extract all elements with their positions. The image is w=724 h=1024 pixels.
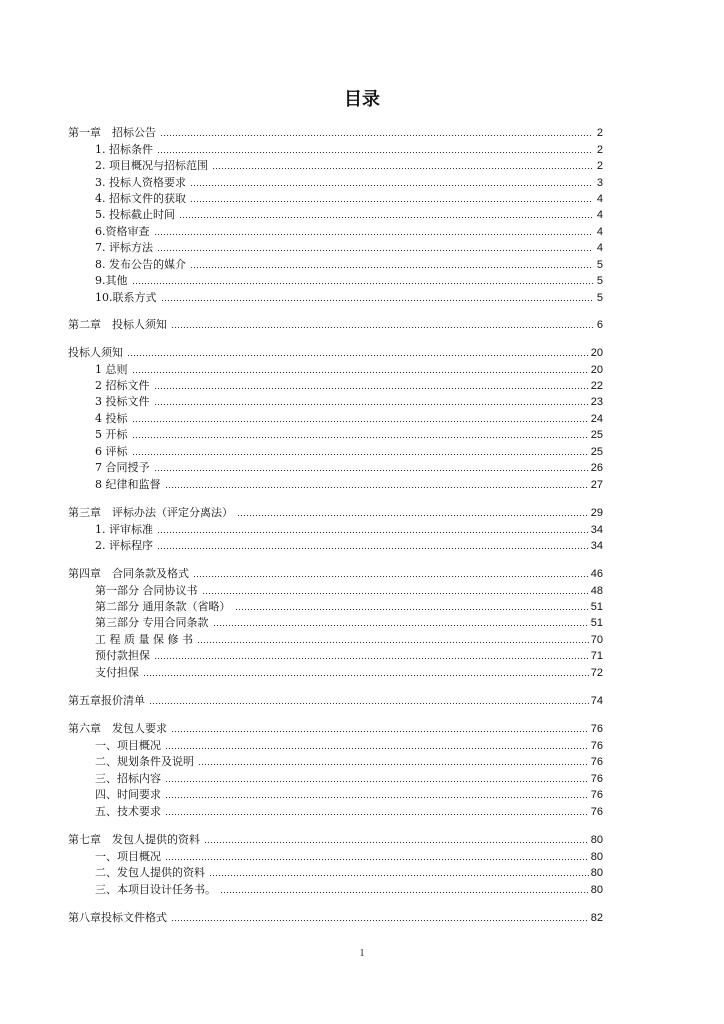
toc-entry[interactable] <box>95 582 603 598</box>
toc-entry-label: 预付款担保 <box>95 649 150 662</box>
toc-entry-label: 7 合同授予 <box>95 461 150 474</box>
toc-entry[interactable] <box>95 426 603 442</box>
dot-leader <box>193 575 589 578</box>
toc-entry[interactable] <box>68 831 603 847</box>
toc-entry-label: 8 纪律和监督 <box>95 478 161 491</box>
toc-entry[interactable] <box>95 289 603 305</box>
toc-entry-page: 5 <box>596 292 603 304</box>
toc-entry[interactable] <box>95 377 603 393</box>
toc-entry-page: 76 <box>590 756 603 768</box>
toc-entry-label: 一、项目概况 <box>95 850 161 863</box>
toc-entry[interactable] <box>68 504 603 520</box>
toc-entry-label: 第三章 评标办法（评定分离法） <box>68 506 233 519</box>
toc-entry-label: 6 评标 <box>95 445 128 458</box>
toc-entry-page: 4 <box>596 242 603 254</box>
toc-entry-label: 2. 项目概况与招标范围 <box>95 159 208 172</box>
toc-entry-label: 9.其他 <box>95 274 128 287</box>
toc-entry-label: 第二章 投标人须知 <box>68 318 167 331</box>
toc-entry-page: 80 <box>590 834 603 846</box>
toc-entry[interactable] <box>68 692 603 708</box>
toc-entry-page: 22 <box>590 380 603 392</box>
toc-entry-label: 3. 投标人资格要求 <box>95 176 186 189</box>
toc-entry[interactable] <box>68 720 603 736</box>
dot-leader <box>204 841 589 844</box>
dot-leader <box>209 874 589 877</box>
toc-entry[interactable] <box>68 344 603 360</box>
toc-entry[interactable] <box>95 848 603 864</box>
dot-leader <box>132 436 589 439</box>
dot-leader <box>127 354 589 357</box>
toc-entry-label: 三、招标内容 <box>95 772 161 785</box>
dot-leader <box>179 216 593 219</box>
dot-leader <box>237 514 589 517</box>
toc-entry-label: 4. 招标文件的获取 <box>95 192 186 205</box>
dot-leader <box>143 674 589 677</box>
toc-entry[interactable] <box>95 190 603 206</box>
toc-entry-page: 20 <box>590 347 603 359</box>
dot-leader <box>132 453 589 456</box>
toc-entry[interactable] <box>95 664 603 680</box>
toc-entry[interactable] <box>95 361 603 377</box>
toc-entry-page: 24 <box>590 413 603 425</box>
toc-entry-page: 46 <box>590 568 603 580</box>
dot-leader <box>212 167 593 170</box>
dot-leader <box>160 134 593 137</box>
toc-entry-page: 4 <box>596 193 603 205</box>
toc-entry[interactable] <box>95 881 603 897</box>
toc-entry-page: 2 <box>596 144 603 156</box>
toc-entry-page: 72 <box>590 667 603 679</box>
toc-entry-page: 76 <box>590 789 603 801</box>
toc-entry-label: 2. 评标程序 <box>95 539 153 552</box>
toc-entry[interactable] <box>95 521 603 537</box>
toc-entry[interactable] <box>95 753 603 769</box>
toc-entry[interactable] <box>95 223 603 239</box>
toc-entry-label: 一、项目概况 <box>95 739 161 752</box>
toc-entry-label: 6.资格审查 <box>95 225 150 238</box>
dot-leader <box>220 891 589 894</box>
toc-entry-page: 5 <box>596 275 603 287</box>
toc-entry-page: 82 <box>590 912 603 924</box>
toc-entry[interactable] <box>95 174 603 190</box>
toc-entry-label: 第四章 合同条款及格式 <box>68 567 189 580</box>
toc-entry-page: 34 <box>590 540 603 552</box>
toc-entry-page: 23 <box>590 396 603 408</box>
toc-entry[interactable] <box>95 598 603 614</box>
dot-leader <box>132 420 589 423</box>
dot-leader <box>165 796 589 799</box>
toc-entry-page: 3 <box>596 177 603 189</box>
toc-entry-page: 80 <box>590 851 603 863</box>
toc-entry-page: 2 <box>596 160 603 172</box>
toc-entry-label: 第八章投标文件格式 <box>68 911 167 924</box>
dot-leader <box>197 641 589 644</box>
toc-entry-label: 4 投标 <box>95 412 128 425</box>
dot-leader <box>165 747 589 750</box>
toc-entry-page: 76 <box>590 773 603 785</box>
toc-entry[interactable] <box>95 141 603 157</box>
dot-leader <box>161 299 594 302</box>
toc-entry[interactable] <box>95 803 603 819</box>
toc-entry-label: 2 招标文件 <box>95 379 150 392</box>
toc-entry-label: 第二部分 通用条款（省略） <box>95 600 231 613</box>
toc-entry-page: 74 <box>590 695 603 707</box>
toc-entry-page: 51 <box>590 601 603 613</box>
toc-entry-page: 34 <box>590 524 603 536</box>
toc-entry-label: 五、技术要求 <box>95 805 161 818</box>
toc-entry-label: 第七章 发包人提供的资料 <box>68 833 200 846</box>
toc-entry[interactable] <box>95 410 603 426</box>
dot-leader <box>154 387 589 390</box>
toc-title: 目录 <box>344 89 380 110</box>
toc-entry-label: 三、本项目设计任务书。 <box>95 883 216 896</box>
toc-entry-page: 6 <box>596 319 603 331</box>
toc-entry-page: 71 <box>590 650 603 662</box>
toc-entry[interactable] <box>95 157 603 173</box>
toc-entry-label: 第一章 招标公告 <box>68 126 156 139</box>
toc-entry-label: 工 程 质 量 保 修 书 <box>95 633 193 646</box>
toc-entry-label: 5 开标 <box>95 428 128 441</box>
dot-leader <box>157 547 589 550</box>
dot-leader <box>165 858 589 861</box>
toc-entry-page: 4 <box>596 209 603 221</box>
dot-leader <box>157 531 589 534</box>
toc-entry[interactable] <box>68 909 603 925</box>
toc-entry[interactable] <box>95 393 603 409</box>
toc-entry-page: 48 <box>590 585 603 597</box>
toc-entry-page: 80 <box>590 884 603 896</box>
toc-entry-page: 5 <box>596 259 603 271</box>
dot-leader <box>198 763 589 766</box>
page-number: 1 <box>359 948 365 959</box>
toc-entry[interactable] <box>68 316 603 332</box>
toc-entry-label: 二、规划条件及说明 <box>95 755 194 768</box>
toc-entry[interactable] <box>95 239 603 255</box>
dot-leader <box>154 403 589 406</box>
toc-entry[interactable] <box>95 272 603 288</box>
toc-entry[interactable] <box>95 647 603 663</box>
dot-leader <box>171 919 589 922</box>
toc-entry-page: 27 <box>590 479 603 491</box>
dot-leader <box>154 469 589 472</box>
toc-entry-label: 投标人须知 <box>68 346 123 359</box>
toc-entry[interactable] <box>95 537 603 553</box>
toc-entry-page: 20 <box>590 364 603 376</box>
toc-entry[interactable] <box>95 770 603 786</box>
toc-entry[interactable] <box>95 443 603 459</box>
dot-leader <box>132 371 589 374</box>
toc-entry-page: 25 <box>590 429 603 441</box>
toc-entry-label: 3 投标文件 <box>95 395 150 408</box>
toc-entry-label: 支付担保 <box>95 666 139 679</box>
toc-entry[interactable] <box>95 476 603 492</box>
dot-leader <box>190 184 593 187</box>
toc-entry-label: 四、时间要求 <box>95 788 161 801</box>
toc-entry[interactable] <box>95 631 603 647</box>
toc-entry[interactable] <box>68 124 603 140</box>
toc-entry[interactable] <box>95 459 603 475</box>
dot-leader <box>165 486 589 489</box>
toc-entry-label: 1. 招标条件 <box>95 143 153 156</box>
dot-leader <box>165 813 589 816</box>
toc-entry[interactable] <box>95 614 603 630</box>
toc-entry-label: 第五章报价清单 <box>68 694 145 707</box>
toc-entry-label: 7. 评标方法 <box>95 241 153 254</box>
toc-entry-label: 1 总则 <box>95 363 128 376</box>
toc-entry-page: 76 <box>590 723 603 735</box>
dot-leader <box>213 624 589 627</box>
toc-entry-page: 70 <box>590 634 603 646</box>
dot-leader <box>149 702 589 705</box>
toc-entry-page: 76 <box>590 806 603 818</box>
dot-leader <box>171 730 589 733</box>
toc-entry-page: 26 <box>590 462 603 474</box>
dot-leader <box>190 266 593 269</box>
toc-entry-label: 1. 评审标准 <box>95 523 153 536</box>
toc-entry[interactable] <box>68 565 603 581</box>
toc-entry-page: 29 <box>590 507 603 519</box>
toc-entry[interactable] <box>95 206 603 222</box>
toc-entry-page: 25 <box>590 446 603 458</box>
dot-leader <box>235 608 589 611</box>
toc-entry[interactable] <box>95 864 603 880</box>
dot-leader <box>157 151 593 154</box>
toc-entry-page: 76 <box>590 740 603 752</box>
toc-entry-label: 5. 投标截止时间 <box>95 208 175 221</box>
dot-leader <box>154 233 594 236</box>
dot-leader <box>132 282 594 285</box>
toc-entry-page: 4 <box>596 226 603 238</box>
dot-leader <box>202 592 589 595</box>
toc-entry-page: 80 <box>590 867 603 879</box>
toc-entry[interactable] <box>95 256 603 272</box>
toc-entry[interactable] <box>95 737 603 753</box>
toc-entry-label: 第一部分 合同协议书 <box>95 584 198 597</box>
dot-leader <box>171 326 593 329</box>
toc-entry-label: 10.联系方式 <box>95 291 157 304</box>
dot-leader <box>190 200 593 203</box>
toc-entry-label: 8. 发布公告的媒介 <box>95 258 186 271</box>
dot-leader <box>157 249 593 252</box>
toc-entry-label: 二、发包人提供的资料 <box>95 866 205 879</box>
dot-leader <box>154 657 589 660</box>
toc-entry-label: 第三部分 专用合同条款 <box>95 616 209 629</box>
toc-entry[interactable] <box>95 786 603 802</box>
dot-leader <box>165 780 589 783</box>
toc-entry-page: 2 <box>596 127 603 139</box>
toc-entry-label: 第六章 发包人要求 <box>68 722 167 735</box>
toc-entry-page: 51 <box>590 617 603 629</box>
